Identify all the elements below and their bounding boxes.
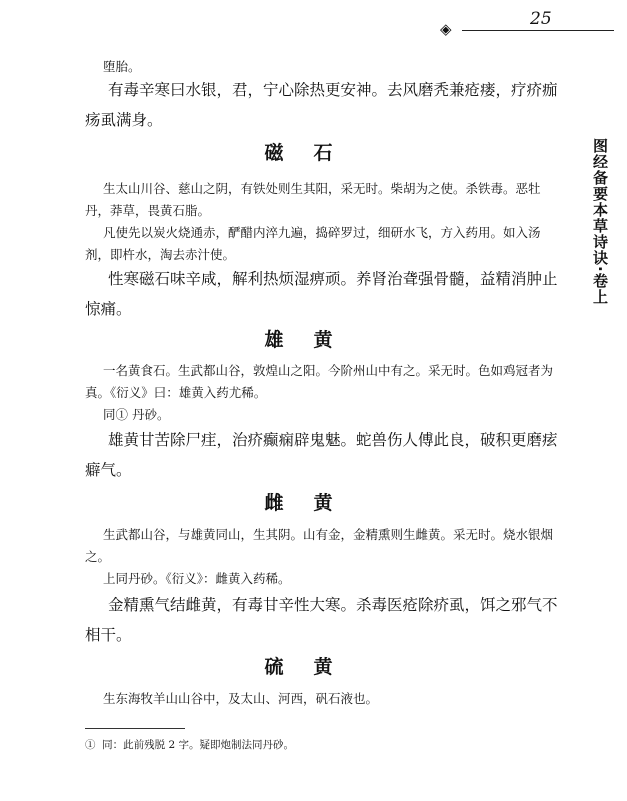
book-title-vertical: 图经备要本草诗诀·卷上 <box>591 138 609 305</box>
section-title-cihuang: 雌黄 <box>264 492 363 514</box>
footnote-rule <box>85 728 185 729</box>
verse-text: 性寒磁石味辛咸，解利热烦湿痹顽。养肾治聋强骨髓，益精消肿止惊痛。 <box>85 270 558 318</box>
ornament-icon: ◈ <box>440 20 452 38</box>
page-number: 25 <box>530 9 552 29</box>
note-text: 凡使先以炭火烧通赤，酽醋内淬九遍，捣碎罗过，细研水飞，方入药用。如入汤剂，即杵水，淘去赤汁使。 <box>85 225 541 262</box>
note-text: 上同丹砂。《衍义》：雌黄入药稀。 <box>103 571 291 586</box>
header-rule <box>462 30 614 31</box>
verse-text: 金精熏气结雌黄，有毒甘辛性大寒。杀毒医疮除疥虱，饵之邪气不相干。 <box>85 596 558 644</box>
note-text: 同① 丹砂。 <box>103 407 170 422</box>
note-text: 生东海牧羊山山谷中，及太山、河西，矾石液也。 <box>103 691 379 706</box>
note-text: 堕胎。 <box>103 59 141 74</box>
note-text: 生太山川谷、慈山之阴，有铁处则生其阳，采无时。柴胡为之使。杀铁毒。恶牡丹，莽草，畏黄石脂。 <box>85 181 541 218</box>
verse-text: 有毒辛寒曰水银，君，宁心除热更安神。去风磨秃兼疮瘘，疗疥痂疡虱满身。 <box>85 81 558 129</box>
section-title-xionghuang: 雄黄 <box>264 329 363 351</box>
section-title-cishi: 磁石 <box>264 142 363 164</box>
note-text: 一名黄食石。生武都山谷，敦煌山之阳。今阶州山中有之。采无时。色如鸡冠者为真。《衍义》曰：雄黄入药尤稀。 <box>85 363 554 400</box>
footnote-text: ① 同：此前残脱 2 字。疑即炮制法同丹砂。 <box>85 739 295 751</box>
section-title-liuhuang: 硫黄 <box>264 656 363 678</box>
note-text: 生武都山谷，与雄黄同山，生其阴。山有金，金精熏则生雌黄。采无时。烧水银烟之。 <box>85 527 554 564</box>
page-header <box>440 10 620 50</box>
verse-text: 雄黄甘苦除尸疰，治疥癫痫辟鬼魅。蛇兽伤人傅此良，破积更磨痃癖气。 <box>85 431 558 479</box>
